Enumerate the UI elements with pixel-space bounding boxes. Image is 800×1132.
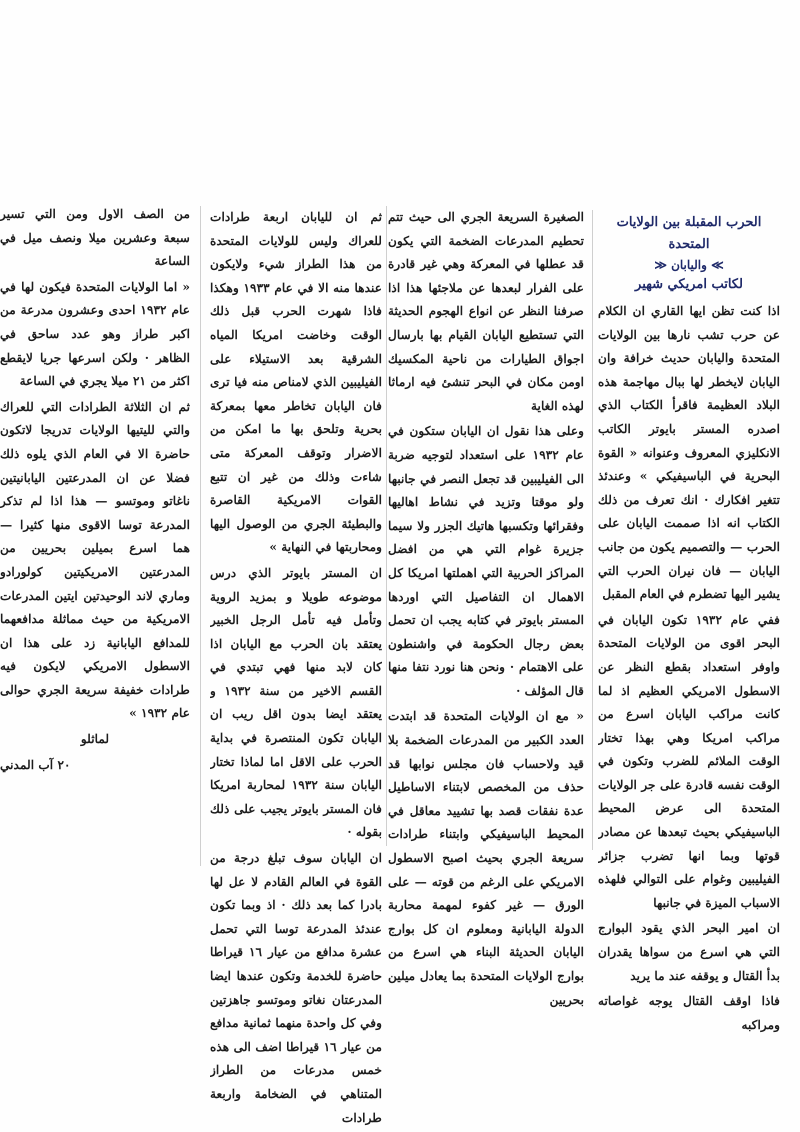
article-byline: لكاتب امريكي شهير: [635, 277, 743, 292]
paragraph: من الصف الاول ومن التي تسير سبعة وعشرين ميلا ونصف ميل في الساعة: [0, 207, 190, 269]
paragraph: « اما الولايات المتحدة فيكون لها في عام ١٩٣٢ احدى وعشرون مدرعة من اكبر طراز وهو عدد ساحق في الظاهر · ولكن اسرعها جريا لايقطع اكثر من ٢١ ميلا يجري في الساعة: [0, 279, 190, 389]
paragraph: الصغيرة السريعة الجري الى حيث تتم تحطيم المدرعات الضخمة التي يكون قد عطلها في المعركة وهي غير قادرة على الفرار لبعدها عن ملاجئها هذا اذا صرفنا النظر عن انواع الهجوم الحديثة التي تستطيع اليابان القيام بها بارسال اجواق الطيارات من ناحية المكسيك اومن مكان في البحر تنشئ فيه ارماثا لهذه الغاية: [388, 210, 584, 413]
paragraph: وعلى هذا نقول ان اليابان ستكون في عام ١٩٣٢ على استعداد لتوجيه ضربة الى الفيليبين قد تجعل النصر في جانبها ولو موقتا وتزيد في نشاط اهاليها وفقرائها وتكسبها هاتيك الجزر ولا سيما جزيرة غوام التي هي من افضل المراكز الحربية التي اهملتها امريكا كل الاهمال ان التفاصيل التي اوردها المستر بايوتر في كتابه يجب ان تحمل بعض رجال الحكومة في واشنطون على الاهتمام · ونحن هنا نورد نتفا منها قال المؤلف ·: [388, 424, 584, 698]
column-divider: [592, 210, 593, 850]
article-column-2: [388, 206, 584, 1014]
column-divider: [200, 206, 201, 866]
article-column-4: [0, 203, 190, 779]
ornament-left: ≫: [711, 258, 724, 272]
paragraph: « مع ان الولايات المتحدة قد ابتدت العدد الكبير من المدرعات الضخمة بلا قيد ولاحساب فان مجلس نوابها قد حذف من المخصص لابتناء الاساطيل عدة نفقات قصد بها تشييد معاقل في المحيط الباسيفيكي وابتناء طرادات سريعة الجري بحيث اصبح الاسطول الامريكي على الرغم من قوته — على الورق — غير كفوء لمهمة محاربة الدولة اليابانية ومعلوم ان كل بوارج اليابان الحديثة البناء هي اسرع من بوارج الولايات المتحدة بما يعادل ميلين بحريين: [388, 709, 584, 1007]
headline-ornament: [598, 256, 780, 274]
paragraph: ان امير البحر الذي يقود البوارج التي هي اسرع من سواها يقدران بدأ القتال و يوقفه عند ما يريد: [598, 921, 780, 983]
article-column-1: [598, 212, 780, 1039]
paragraph: ففي عام ١٩٣٢ تكون اليابان في البحر اقوى من الولايات المتحدة واوفر استعداد بقطع النظر عن الاسطول الامريكي العظيم اذ لما كانت مراكب اليابان اسرع من مراكب امريكا وهي بهذا تختار الوقت الملائم للضرب وتكون في الوقت نفسه قادرة على جر الولايات المتحدة الى عرض المحيط الباسيفيكي بحيث تبعدها عن مصادر قوتها وبما انها تضرب جزائر الفيليبين وغوام على التوالي فلهذه الاسباب الميزة في جانبها: [598, 612, 780, 910]
paragraph: ثم ان الثلاثة الطرادات التي للعراك والتي لليتيها الولايات تدريجا لاتكون حاضرة الا في العام الذي يلوه ذلك فضلا عن ان المدرعتين اليابانيتين ناغاتو وموتسو — هذا اذا لم تذكر المدرعة توسا الاقوى منها كثيرا — هما اسرع بميلين بحريين من المدرعتين الامريكيتين كولورادو وماري لاند الوحيدتين ايتين المدرعات الامريكية من حيث مماثلة مدافعهما للمدافع اليابانية زد على هذا ان الاسطول الامريكي لايكون فيه طرادات خفيفة سريعة الجري حوالى عام ١٩٣٢ »: [0, 399, 190, 721]
headline-line-1: الحرب المقبلة بين الولايات المتحدة: [616, 215, 762, 252]
article-date: ٢٠ آب المدني: [0, 757, 71, 772]
ornament-right: ≪: [654, 258, 667, 272]
paragraph: ان اليابان سوف تبلغ درجة من القوة في العالم القادم لا عل لها بادرا كما بعد ذلك · اذ وبما تكون عندئذ المدرعة توسا التي تحمل عشرة مدافع من عيار ١٦ قيراطا حاضرة للخدمة وتكون عندها ايضا المدرعتان نغاتو وموتسو جاهزتين وفي كل واحدة منهما ثمانية مدافع من عيار ١٦ قيراطا اضف الى هذه خمس مدرعات من الطراز المتناهي في الضخامة واربعة طرادات: [210, 851, 382, 1125]
paragraph: ثم ان لليابان اربعة طرادات للعراك وليس للولايات المتحدة من هذا الطراز شيء ولايكون عندها منه الا في عام ١٩٣٣ وهكذا فاذا شهرت الحرب قبل ذلك الوقت وخاضت امريكا المياه الشرقية بعد الاستيلاء على الفيليبين الذي لامناص منه فيا ترى فان اليابان تخاطر معها بمعركة بحرية وتلحق بها ما امكن من الاضرار وتوقف المعركة متى شاءت وذلك من غير ان تتبع القوات الامريكية القاصرة والبطيئة الجري من الوصول اليها ومحاربتها في النهاية »: [210, 210, 382, 555]
article-headline: [598, 212, 780, 256]
article-signature: لماثلو: [80, 732, 110, 747]
paragraph: اذا كنت تظن ايها القاري ان الكلام عن حرب تشب نارها بين الولايات المتحدة واليابان حديث خرافة وان اليابان لايخطر لها ببال مهاجمة هذه البلاد العظيمة فاقرأ الكتاب الذي اصدره المستر بايوتر الكاتب الانكليزي المعروف وعنوانه « القوة البحرية في الباسيفيكي » وعندئذ تتغير افكارك · انك تعرف من ذلك الكتاب انه اذا صممت اليابان على الحرب — والتصميم يكون من جانب اليابان — فان نيران الحرب التي يشير اليها تضطرم في العام المقبل: [598, 304, 780, 602]
column-divider: [386, 206, 387, 846]
article-column-3: [210, 206, 382, 1132]
paragraph: ان المستر بايوتر الذي درس موضوعه طويلا و بمزيد الروية وتأمل فيه تأمل الرجل الخبير يعتقد بان الحرب مع اليابان اذا كان لابد منها فهي تبتدي في القسم الاخير من سنة ١٩٣٢ و يعتقد ايضا بدون اقل ريب ان اليابان تكون المنتصرة في بداية الحرب على الاقل اما لماذا تختار اليابان سنة ١٩٣٢ لمحاربة امريكا فان المستر بايوتر يجيب على ذلك بقوله ·: [210, 565, 382, 840]
headline-line-2: واليابان: [671, 258, 707, 272]
paragraph: فاذا اوقف القتال يوجه غواصاته ومراكبه: [598, 994, 780, 1032]
